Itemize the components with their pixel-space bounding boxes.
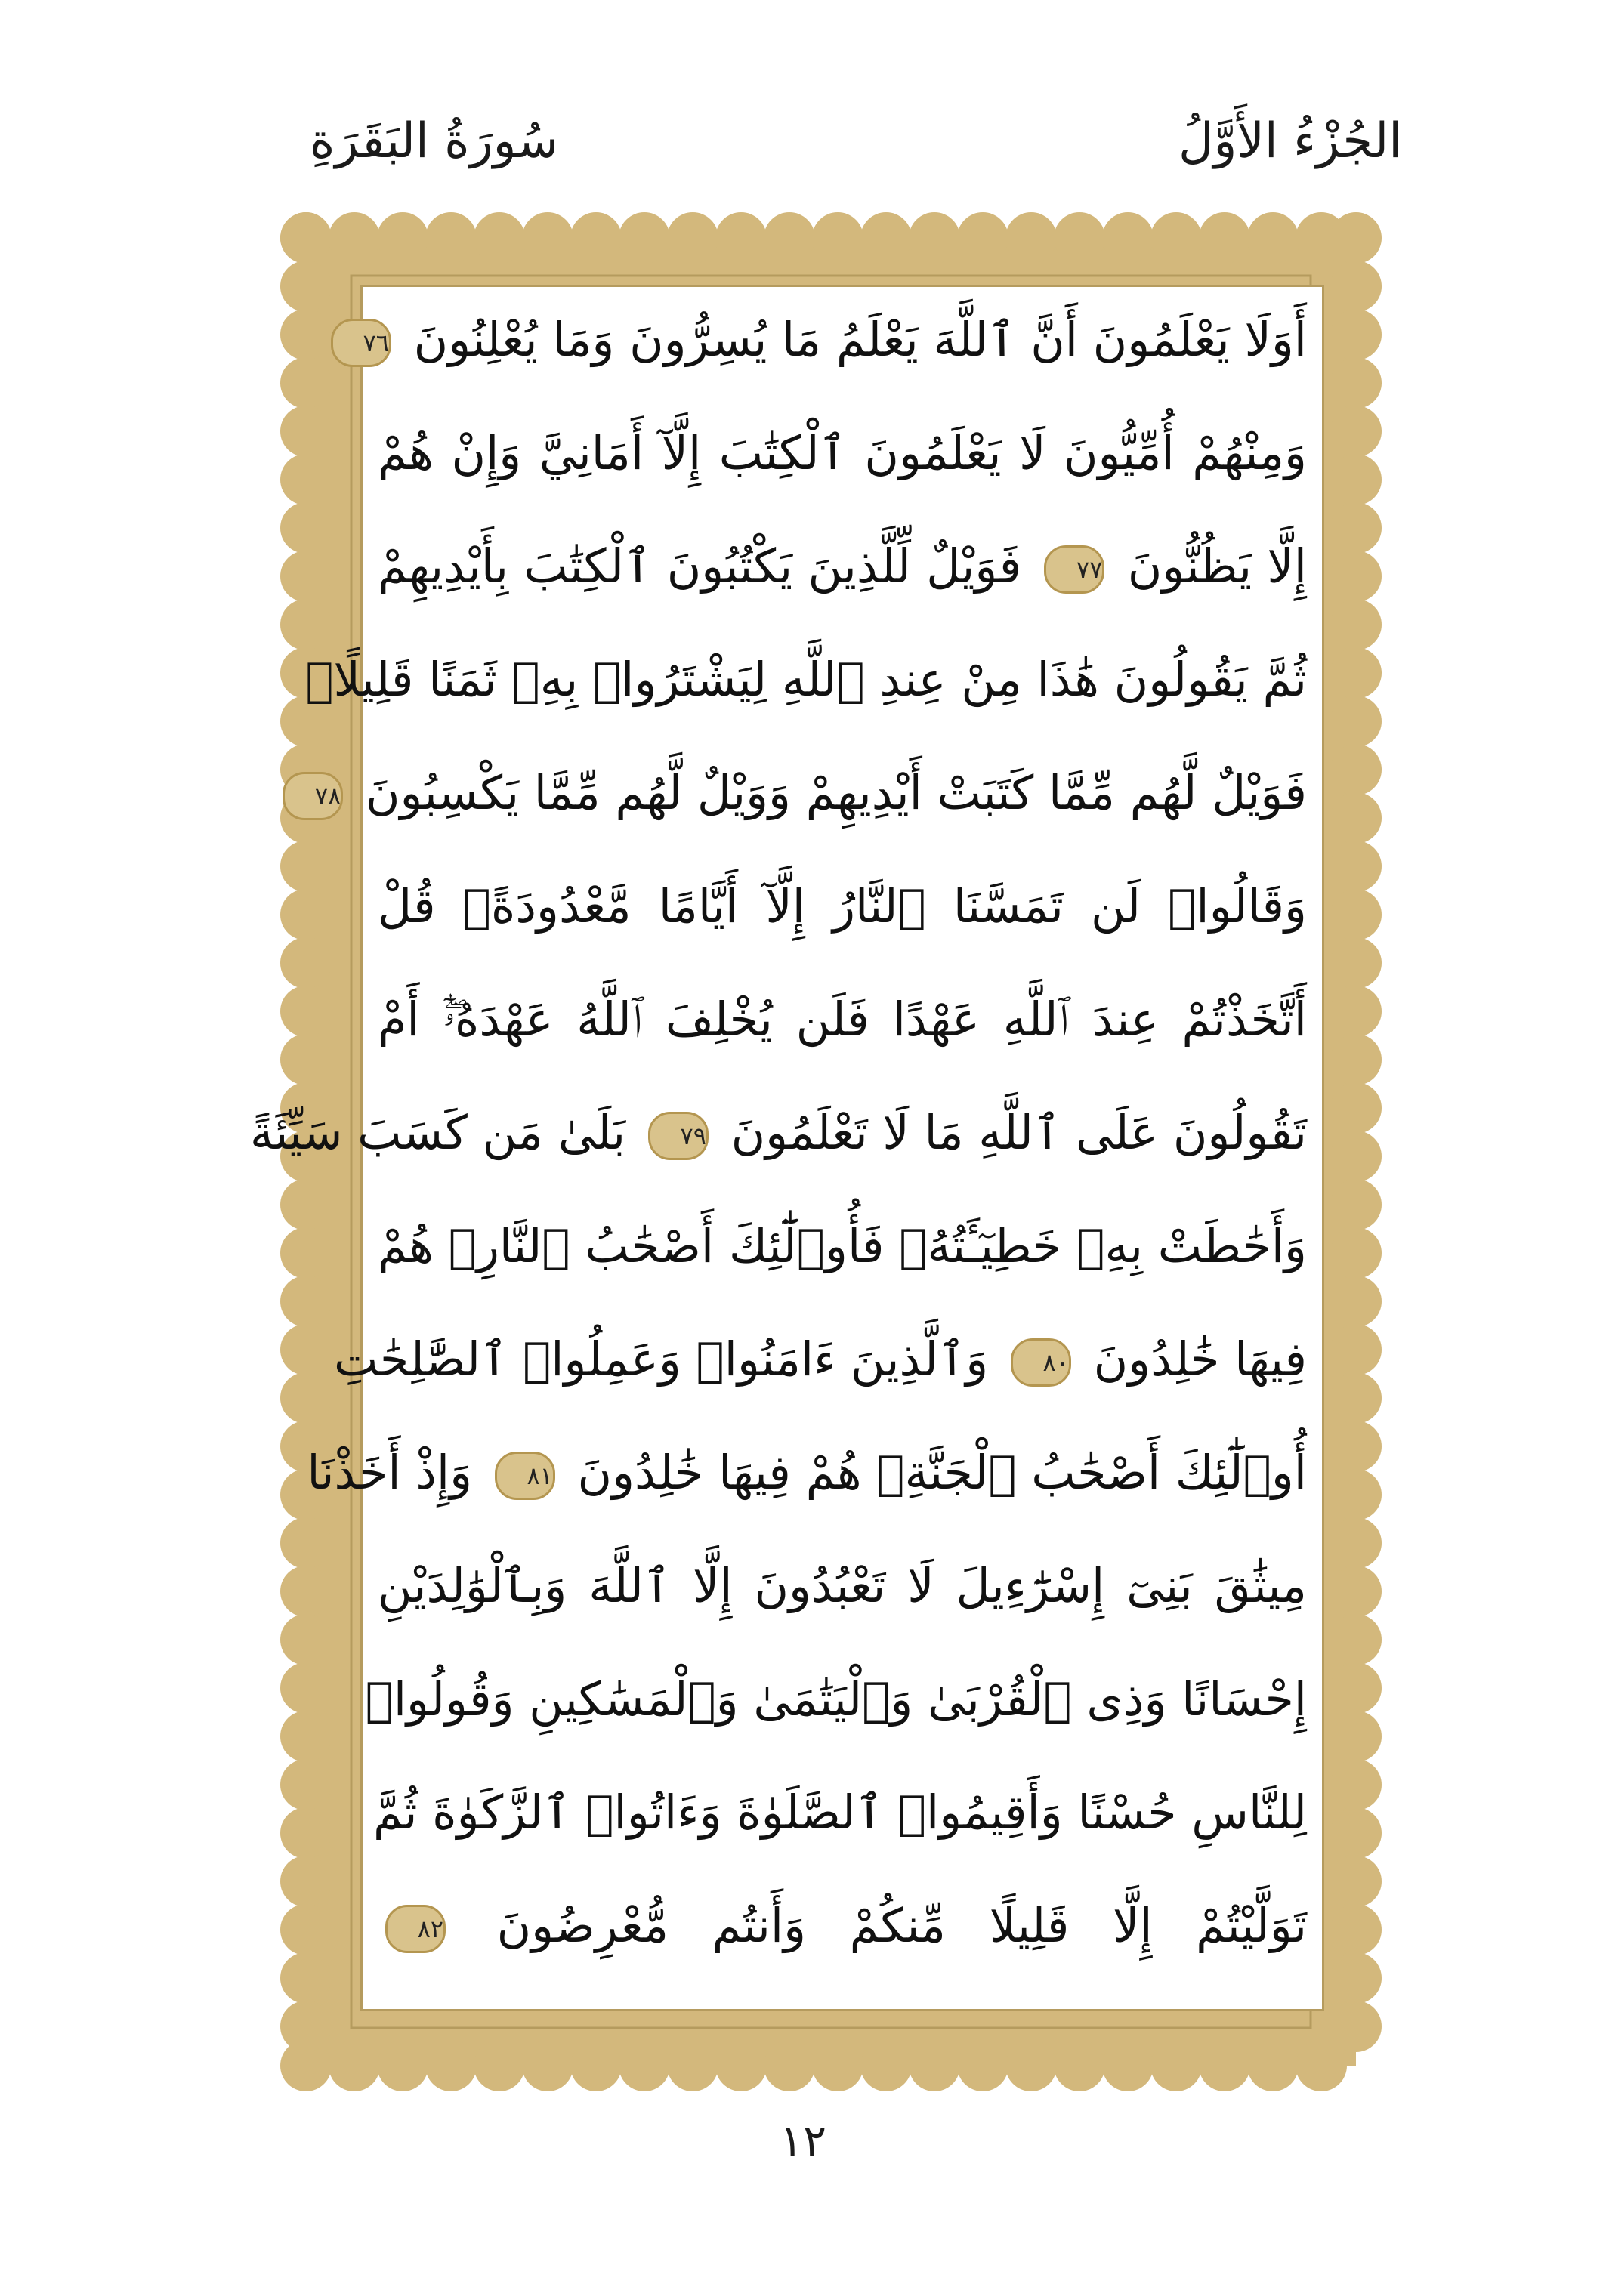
verse-text: أُو۟لَٰٓئِكَ أَصْحَٰبُ ٱلْجَنَّةِۖ هُمْ فِيهَا خَٰلِدُونَ [577,1445,1307,1500]
verse-line [305,634,1307,725]
verse-text: بَلَىٰ مَن كَسَبَ سَيِّئَةً [249,1105,626,1160]
verse-line [378,1881,1307,1971]
ayah-number-marker: ٨٠ [1011,1338,1071,1387]
verse-line [378,861,1307,952]
surah-title: سُورَةُ البَقَرَةِ [310,113,559,169]
verse-text: تَوَلَّيْتُمْ إِلَّا قَلِيلًا مِّنكُمْ وَأَنتُم مُّعْرِضُونَ [496,1898,1307,1953]
ayah-number-marker: ٧٩ [648,1112,709,1160]
verse-text: أَوَلَا يَعْلَمُونَ أَنَّ ٱللَّهَ يَعْلَمُ مَا يُسِرُّونَ وَمَا يُعْلِنُونَ [413,312,1307,367]
ayah-number-marker: ٨٢ [385,1905,446,1953]
verse-line [372,1767,1307,1858]
verse-text: وَمِنْهُمْ أُمِّيُّونَ لَا يَعْلَمُونَ ٱلْكِتَٰبَ إِلَّآ أَمَانِيَّ وَإِنْ هُمْ [378,425,1307,480]
verse-text: وَقَالُوا۟ لَن تَمَسَّنَا ٱلنَّارُ إِلَّآ أَيَّامًا مَّعْدُودَةًۚ قُلْ [378,878,1307,934]
verse-line [314,748,1307,838]
verse-text: فِيهَا خَٰلِدُونَ [1093,1332,1307,1387]
verse-text: وَإِذْ أَخَذْنَا [307,1445,473,1500]
verse-text: لِلنَّاسِ حُسْنًا وَأَقِيمُوا۟ ٱلصَّلَوٰةَ وَءَاتُوا۟ ٱلزَّكَوٰةَ ثُمَّ [372,1785,1307,1840]
verse-text: فَوَيْلٌ لَّهُم مِّمَّا كَتَبَتْ أَيْدِيهِمْ وَوَيْلٌ لَّهُم مِّمَّا يَكْسِبُونَ [366,765,1307,820]
ayah-number-marker: ٧٦ [331,319,391,367]
verse-text: مِيثَٰقَ بَنِىٓ إِسْرَٰٓءِيلَ لَا تَعْبُدُونَ إِلَّا ٱللَّهَ وَبِٱلْوَٰلِدَيْنِ [378,1558,1307,1613]
verse-line [378,521,1307,612]
verse-text: وَٱلَّذِينَ ءَامَنُوا۟ وَعَمِلُوا۟ ٱلصَّٰلِحَٰتِ [333,1332,989,1387]
verse-line [333,1314,1307,1405]
verse-text: إِحْسَانًا وَذِى ٱلْقُرْبَىٰ وَٱلْيَتَٰمَىٰ وَٱلْمَسَٰكِينِ وَقُولُوا۟ [365,1671,1307,1727]
verse-text: فَوَيْلٌ لِّلَّذِينَ يَكْتُبُونَ ٱلْكِتَٰبَ بِأَيْدِيهِمْ [378,539,1022,594]
verse-text: تَقُولُونَ عَلَى ٱللَّهِ مَا لَا تَعْلَمُونَ [730,1105,1307,1160]
verse-text: ثُمَّ يَقُولُونَ هَٰذَا مِنْ عِندِ ٱللَّهِ لِيَشْتَرُوا۟ بِهِۦ ثَمَنًا قَلِيلًاۖ [305,652,1307,707]
verse-line [378,1201,1307,1292]
verse-line [365,1654,1307,1745]
verse-text: إِلَّا يَظُنُّونَ [1127,539,1307,594]
verse-line [307,1427,1307,1518]
ayah-number-marker: ٧٨ [283,772,343,820]
text-panel [249,287,1322,2009]
verse-line [378,1541,1307,1631]
page-number: ١٢ [779,2115,827,2166]
verse-line [249,1088,1307,1178]
verse-line [378,408,1307,498]
juz-title: الجُزْءُ الأَوَّلُ [1178,113,1402,169]
verse-text: أَتَّخَذْتُمْ عِندَ ٱللَّهِ عَهْدًا فَلَن يُخْلِفَ ٱللَّهُ عَهْدَهُۥٓۖ أَمْ [378,992,1307,1047]
ayah-number-marker: ٨١ [495,1452,555,1500]
verse-text: وَأَحَٰطَتْ بِهِۦ خَطِيٓـَٔتُهُۥ فَأُو۟لَٰٓئِكَ أَصْحَٰبُ ٱلنَّارِۖ هُمْ [378,1218,1307,1273]
ayah-number-marker: ٧٧ [1044,545,1104,594]
verse-line [378,974,1307,1065]
verse-line [363,295,1307,385]
